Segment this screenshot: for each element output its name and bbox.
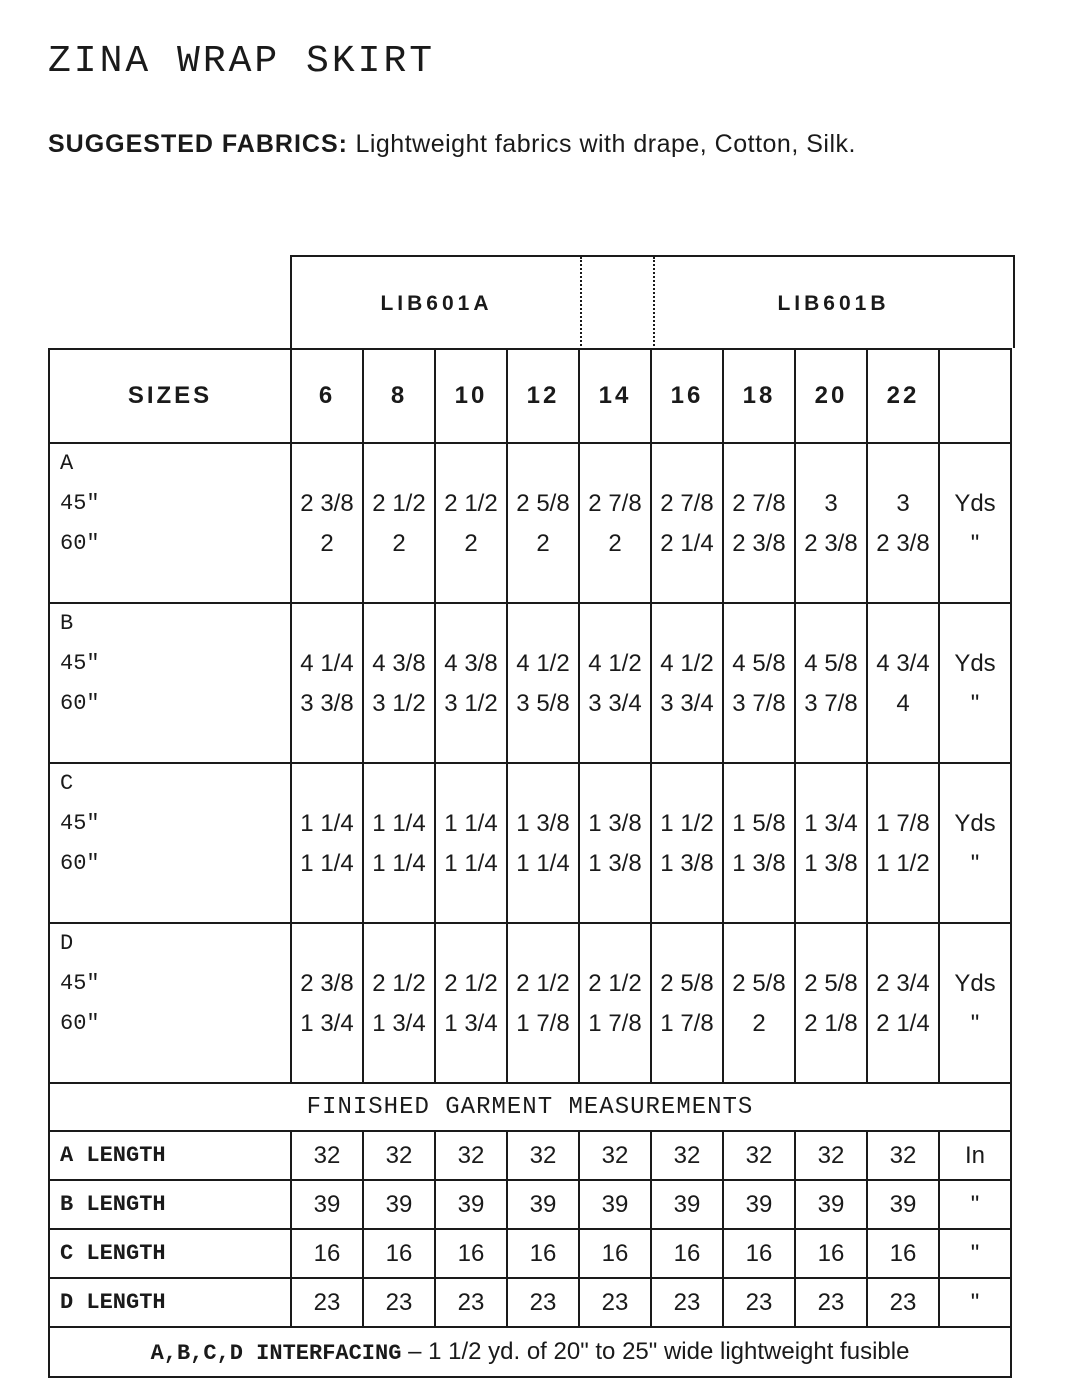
length-row [49,1229,1011,1278]
yardage-45: 3 [896,490,910,517]
yardage-cell [579,763,651,923]
yardage-cell [507,603,579,763]
yardage-45: 4 1/2 [588,650,642,677]
yardage-chart [48,348,1012,1378]
length-label: A LENGTH [49,1131,291,1180]
yardage-60: 1 3/4 [372,1010,426,1037]
yardage-60: 3 3/4 [660,690,714,717]
yardage-60: 3 1/2 [444,690,498,717]
yardage-cell [363,763,435,923]
length-value: 39 [579,1180,651,1229]
size-header: 16 [651,349,723,443]
size-header: 6 [291,349,363,443]
yardage-45: 1 1/4 [372,810,426,837]
length-value: 16 [363,1229,435,1278]
fabric-row-c [49,763,1011,923]
yardage-45: 2 3/4 [876,970,930,997]
view-letter: C [60,771,74,796]
yardage-60: 2 [608,530,622,557]
pattern-group-header [290,255,1015,348]
yardage-60: 3 3/4 [588,690,642,717]
yardage-45: 4 1/2 [660,650,714,677]
length-value: 39 [507,1180,579,1229]
yardage-45: 2 1/2 [588,970,642,997]
yardage-45: 4 5/8 [732,650,786,677]
view-label [49,763,291,923]
unit-45: Yds [954,490,996,517]
yardage-60: 3 3/8 [300,690,354,717]
width-45-label: 45″ [60,651,100,676]
yardage-45: 2 1/2 [372,490,426,517]
length-row [49,1180,1011,1229]
width-60-label: 60″ [60,851,100,876]
length-value: 16 [507,1229,579,1278]
view-letter: D [60,931,74,956]
size-header: 8 [363,349,435,443]
view-label [49,603,291,763]
yardage-cell [435,763,507,923]
size-header: 22 [867,349,939,443]
length-value: 32 [435,1131,507,1180]
width-60-label: 60″ [60,1011,100,1036]
yardage-45: 2 3/8 [300,970,354,997]
length-value: 39 [723,1180,795,1229]
length-row [49,1278,1011,1327]
yardage-cell [795,443,867,603]
width-45-label: 45″ [60,971,100,996]
yardage-45: 4 5/8 [804,650,858,677]
yardage-60: 1 1/4 [516,850,570,877]
unit-60: " [970,1010,980,1037]
yardage-45: 2 1/2 [372,970,426,997]
yardage-45: 2 5/8 [516,490,570,517]
yardage-cell [291,923,363,1083]
yardage-cell [723,603,795,763]
yardage-45: 2 7/8 [732,490,786,517]
yardage-60: 2 1/4 [876,1010,930,1037]
width-60-label: 60″ [60,691,100,716]
view-letter: A [60,451,74,476]
unit-45: Yds [954,970,996,997]
length-value: 23 [435,1278,507,1327]
yardage-45: 1 7/8 [876,810,930,837]
length-value: 16 [723,1229,795,1278]
sizes-row [49,349,1011,443]
length-value: 32 [363,1131,435,1180]
length-value: 16 [291,1229,363,1278]
length-value: 32 [723,1131,795,1180]
length-value: 32 [795,1131,867,1180]
interfacing-label: A,B,C,D INTERFACING [150,1341,402,1366]
unit-cell [939,603,1011,763]
yardage-45: 4 1/2 [516,650,570,677]
length-value: 32 [507,1131,579,1180]
length-value: 39 [435,1180,507,1229]
length-label: C LENGTH [49,1229,291,1278]
length-value: 23 [867,1278,939,1327]
group-label-lib601b: LIB601B [777,292,890,315]
width-45-label: 45″ [60,491,100,516]
yardage-60: 3 1/2 [372,690,426,717]
yardage-60: 2 1/8 [804,1010,858,1037]
yardage-45: 4 3/4 [876,650,930,677]
length-unit: In [939,1131,1011,1180]
yardage-cell [579,923,651,1083]
yardage-60: 2 3/8 [876,530,930,557]
yardage-60: 3 7/8 [732,690,786,717]
yardage-45: 2 1/2 [444,490,498,517]
finished-measurements-row [49,1083,1011,1131]
length-value: 16 [579,1229,651,1278]
yardage-cell [723,923,795,1083]
unit-60: " [970,850,980,877]
fabric-row-d [49,923,1011,1083]
view-label [49,443,291,603]
yardage-cell [363,923,435,1083]
yardage-45: 1 1/2 [660,810,714,837]
suggested-fabrics-label: SUGGESTED FABRICS: [48,130,348,158]
yardage-45: 2 3/8 [300,490,354,517]
yardage-60: 2 [752,1010,766,1037]
yardage-60: 1 3/8 [660,850,714,877]
view-letter: B [60,611,74,636]
length-value: 39 [867,1180,939,1229]
interfacing-row [49,1327,1011,1377]
size-header: 20 [795,349,867,443]
yardage-45: 4 3/8 [444,650,498,677]
yardage-cell [363,603,435,763]
yardage-60: 4 [896,690,910,717]
yardage-45: 1 3/4 [804,810,858,837]
length-row [49,1131,1011,1180]
yardage-cell [723,763,795,923]
fabric-row-b [49,603,1011,763]
yardage-45: 2 5/8 [804,970,858,997]
yardage-cell [795,603,867,763]
suggested-fabrics [48,130,856,159]
yardage-45: 1 1/4 [444,810,498,837]
length-value: 23 [723,1278,795,1327]
yardage-60: 2 [536,530,550,557]
unit-60: " [970,530,980,557]
length-value: 23 [507,1278,579,1327]
yardage-cell [579,603,651,763]
yardage-60: 1 3/8 [804,850,858,877]
length-label: B LENGTH [49,1180,291,1229]
yardage-60: 1 7/8 [588,1010,642,1037]
length-unit: " [939,1180,1011,1229]
length-value: 39 [795,1180,867,1229]
yardage-cell [291,603,363,763]
yardage-60: 2 1/4 [660,530,714,557]
yardage-cell [867,923,939,1083]
yardage-60: 1 3/4 [300,1010,354,1037]
yardage-45: 1 3/8 [588,810,642,837]
yardage-45: 4 3/8 [372,650,426,677]
yardage-cell [651,603,723,763]
yardage-cell [795,923,867,1083]
length-value: 23 [651,1278,723,1327]
fabric-row-a [49,443,1011,603]
yardage-cell [651,443,723,603]
length-value: 32 [867,1131,939,1180]
yardage-cell [435,923,507,1083]
length-value: 16 [435,1229,507,1278]
length-label: D LENGTH [49,1278,291,1327]
group-label-lib601a: LIB601A [380,292,493,315]
yardage-cell [867,763,939,923]
yardage-60: 1 1/2 [876,850,930,877]
unit-60: " [970,690,980,717]
width-45-label: 45″ [60,811,100,836]
yardage-cell [507,443,579,603]
yardage-60: 1 3/8 [732,850,786,877]
length-value: 39 [291,1180,363,1229]
length-value: 32 [291,1131,363,1180]
yardage-60: 3 7/8 [804,690,858,717]
length-value: 32 [579,1131,651,1180]
unit-header [939,349,1011,443]
unit-cell [939,923,1011,1083]
yardage-60: 1 3/4 [444,1010,498,1037]
yardage-45: 1 5/8 [732,810,786,837]
length-value: 39 [363,1180,435,1229]
length-value: 23 [795,1278,867,1327]
yardage-cell [507,923,579,1083]
yardage-45: 3 [824,490,838,517]
group-divider [580,257,582,350]
yardage-45: 4 1/4 [300,650,354,677]
length-unit: " [939,1229,1011,1278]
length-unit: " [939,1278,1011,1327]
yardage-cell [363,443,435,603]
suggested-fabrics-text: Lightweight fabrics with drape, Cotton, Silk. [355,130,856,158]
yardage-cell [651,923,723,1083]
yardage-cell [291,763,363,923]
yardage-cell [867,443,939,603]
page-title: ZINA WRAP SKIRT [48,40,436,83]
yardage-60: 1 1/4 [372,850,426,877]
size-header: 14 [579,349,651,443]
length-value: 16 [795,1229,867,1278]
yardage-60: 1 7/8 [660,1010,714,1037]
yardage-cell [795,763,867,923]
unit-45: Yds [954,650,996,677]
yardage-60: 3 5/8 [516,690,570,717]
size-header: 18 [723,349,795,443]
view-label [49,923,291,1083]
length-value: 23 [363,1278,435,1327]
size-header: 12 [507,349,579,443]
interfacing-cell [49,1327,1011,1377]
yardage-cell [723,443,795,603]
yardage-45: 2 5/8 [732,970,786,997]
yardage-60: 1 1/4 [300,850,354,877]
length-value: 23 [579,1278,651,1327]
yardage-cell [651,763,723,923]
length-value: 16 [651,1229,723,1278]
sizes-label: SIZES [49,349,291,443]
length-value: 16 [867,1229,939,1278]
yardage-45: 1 1/4 [300,810,354,837]
length-value: 23 [291,1278,363,1327]
yardage-45: 2 1/2 [444,970,498,997]
length-value: 32 [651,1131,723,1180]
unit-45: Yds [954,810,996,837]
yardage-60: 1 3/8 [588,850,642,877]
unit-cell [939,763,1011,923]
size-header: 10 [435,349,507,443]
yardage-60: 2 [464,530,478,557]
yardage-60: 2 [392,530,406,557]
yardage-45: 2 7/8 [660,490,714,517]
yardage-cell [867,603,939,763]
yardage-45: 2 5/8 [660,970,714,997]
yardage-cell [435,443,507,603]
width-60-label: 60″ [60,531,100,556]
finished-measurements-label: FINISHED GARMENT MEASUREMENTS [49,1083,1011,1131]
yardage-60: 2 [320,530,334,557]
interfacing-text: – 1 1/2 yd. of 20" to 25" wide lightweight fusible [401,1338,910,1365]
yardage-60: 1 7/8 [516,1010,570,1037]
unit-cell [939,443,1011,603]
yardage-cell [435,603,507,763]
yardage-cell [291,443,363,603]
yardage-45: 2 1/2 [516,970,570,997]
yardage-60: 2 3/8 [804,530,858,557]
yardage-60: 1 1/4 [444,850,498,877]
yardage-60: 2 3/8 [732,530,786,557]
length-value: 39 [651,1180,723,1229]
yardage-45: 2 7/8 [588,490,642,517]
yardage-cell [579,443,651,603]
yardage-45: 1 3/8 [516,810,570,837]
yardage-cell [507,763,579,923]
